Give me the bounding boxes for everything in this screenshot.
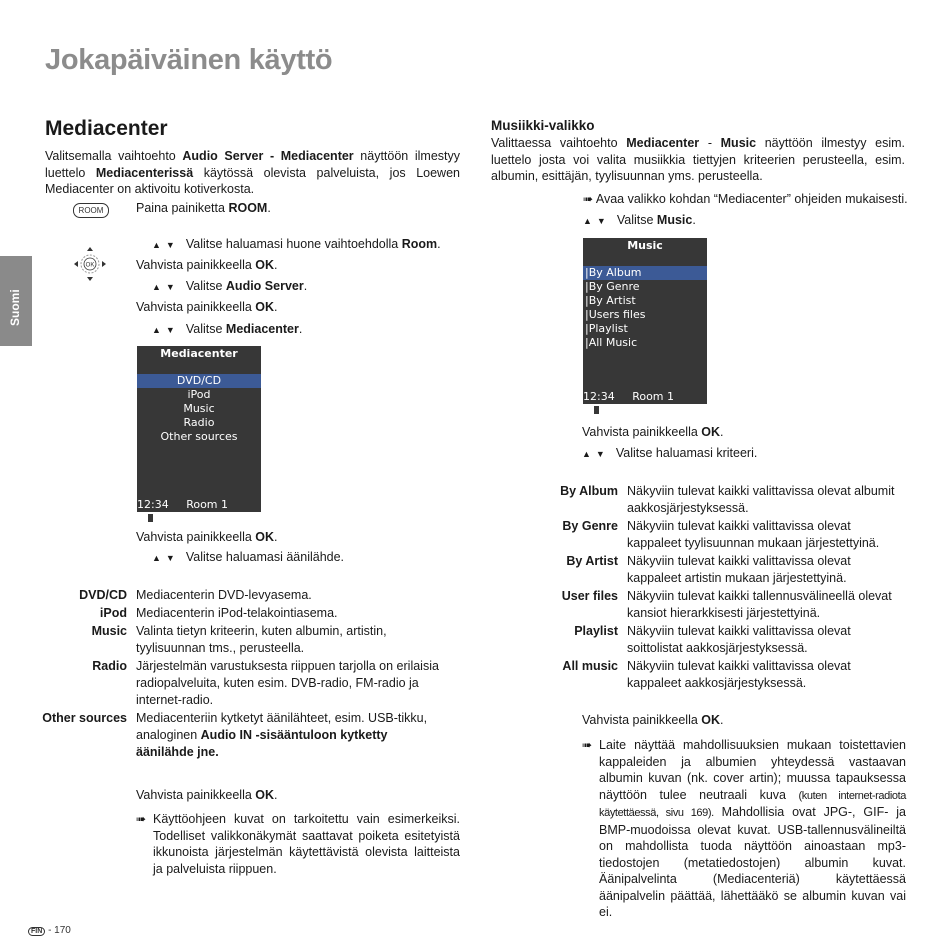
screen-menu-item[interactable]: |Playlist: [585, 322, 628, 335]
up-down-arrows-icon: ▲▼: [152, 240, 180, 250]
confirm-ok-2: Vahvista painikkeella OK.: [136, 300, 278, 314]
side-language-tab: [0, 256, 32, 346]
definition-desc: Järjestelmän varustuksesta riippuen tarjolla on erilaisia radiopalveluita, kuten esim. DVB-radio, FM-radio ja internet-radio.: [136, 659, 439, 707]
open-menu-note: ➠ Avaa valikko kohdan “Mediacenter” ohjeiden mukaisesti.: [583, 192, 908, 206]
definition-desc: Näkyviin tulevat kaikki valittavissa olevat kappaleet aakkosjärjestyksessä.: [627, 659, 851, 690]
definition-term: User files: [561, 589, 618, 603]
screen-status-bar: [583, 390, 707, 404]
screen-title: Music: [627, 239, 663, 252]
up-down-arrows-icon: ▲▼: [152, 553, 180, 563]
screen-menu-item[interactable]: |By Album: [583, 266, 707, 280]
confirm-ok-6: Vahvista painikkeella OK.: [582, 713, 724, 727]
step-select-source: ▲▼ Valitse haluamasi äänilähde.: [152, 550, 345, 564]
definition-term: By Album: [560, 484, 618, 498]
page-footer: [28, 925, 71, 936]
step-select-mediacenter: ▲▼ Valitse Mediacenter.: [152, 322, 303, 336]
screen-menu-item[interactable]: DVD/CD: [137, 374, 261, 388]
screen-title: Mediacenter: [160, 347, 238, 360]
definition-term: All music: [562, 659, 618, 673]
step-press-room: Paina painiketta ROOM.: [136, 201, 271, 215]
note-images-example: ➠ Käyttöohjeen kuvat on tarkoitettu vain esimerkeiksi. Todelliset valikkonäkymät saattavat poiketa esitetyistä ikkunoista järjestelmän käytettävistä olevista laitteista ja palveluista riippuen.: [136, 812, 460, 876]
screen-menu-item[interactable]: |All Music: [585, 336, 638, 349]
screen-time: 12:34: [137, 498, 169, 511]
definition-desc: Näkyviin tulevat kaikki tallennusvälineellä olevat kansiot hierarkkisesti järjestettyinä.: [627, 589, 892, 620]
screen-menu-item[interactable]: Other sources: [160, 430, 238, 443]
screen-menu-item[interactable]: |Users files: [585, 308, 646, 321]
step-select-room: ▲▼ Valitse haluamasi huone vaihtoehdolla Room.: [152, 237, 441, 251]
definition-term: By Genre: [562, 519, 618, 533]
screen-menu-item[interactable]: iPod: [187, 388, 211, 401]
up-down-arrows-icon: ▲▼: [152, 325, 180, 335]
page-title: Jokapäiväinen käyttö: [45, 44, 333, 76]
ok-navigation-pad-icon: [73, 246, 107, 282]
screen-time: 12:34: [583, 390, 615, 403]
definition-term: Music: [91, 624, 127, 638]
up-down-arrows-icon: ▲▼: [582, 449, 610, 459]
definition-desc: Mediacenteriin kytketyt äänilähteet, esim. USB-tikku, analoginen Audio IN -sisääntuloon kytketty äänilähde jne.: [136, 711, 428, 759]
step-select-criteria: ▲▼ Valitse haluamasi kriteeri.: [582, 446, 758, 460]
screen-menu-item[interactable]: Music: [183, 402, 215, 415]
room-key-icon: ROOM: [73, 203, 109, 218]
up-down-arrows-icon: ▲▼: [583, 216, 611, 226]
definition-desc: Valinta tietyn kriteerin, kuten albumin, artistin, tyylisuunnan tms., perusteella.: [136, 624, 387, 655]
definition-desc: Näkyviin tulevat kaikki valittavissa olevat albumit aakkosjärjestyksessä.: [627, 484, 895, 515]
language-badge: FIN: [28, 927, 45, 936]
definition-term: Radio: [92, 659, 127, 673]
confirm-ok-5: Vahvista painikkeella OK.: [582, 425, 724, 439]
definition-term: DVD/CD: [79, 588, 127, 602]
page-number: - 170: [48, 925, 71, 936]
section-heading-music-menu: Musiikki-valikko: [491, 118, 595, 133]
confirm-ok-1: Vahvista painikkeella OK.: [136, 258, 278, 272]
screen-status-bar: [137, 498, 261, 512]
definition-term: By Artist: [566, 554, 618, 568]
music-menu-intro: Valittaessa vaihtoehto Mediacenter - Music näyttöön ilmestyy esim. luettelo josta voi valita musiikkia tiettyjen kriteerien perusteella, esim. albumin, esittäjän, tyylisuunnan yms. perusteella.: [491, 136, 905, 183]
definition-desc: Mediacenterin DVD-levyasema.: [136, 588, 312, 602]
note-arrow-icon: ➠: [583, 192, 594, 206]
definition-term: Other sources: [42, 711, 127, 725]
note-cover-art: ➠ Laite näyttää mahdollisuuksien mukaan toistettavien kappaleiden ja albumien yhteydessä vastaavan albumin kuvan (nk. cover artin); muussa tapauksessa näyttöön tulee neutraali kuva (kuten internet-radiota käytettäessä, sivu 169). Mahdollisia ovat JPG-, GIF- ja BMP-muodoissa olevat kuvat. USB-tallennusvälineiltä on mahdollista tuoda näyttöön ainoastaan mp3-tiedostojen (metatiedostojen) albumin kuvat. Äänipalvelinta (Mediacenteriä) käytettäessä äänipalvelin päättää, lähettääkö se albumin kuvan vai ei.: [582, 738, 906, 919]
mediacenter-intro: Valitsemalla vaihtoehto Audio Server - Mediacenter näyttöön ilmestyy luettelo Mediacenterissä käytössä olevista palveluista, jos Loewen Mediacenter on aktivoitu kotiverkosta.: [45, 149, 461, 196]
step-select-music: ▲▼ Valitse Music.: [583, 213, 696, 227]
definition-term: Playlist: [574, 624, 618, 638]
definition-term: iPod: [99, 606, 127, 620]
screen-room: Room 1: [186, 498, 229, 511]
screen-menu-item[interactable]: Radio: [183, 416, 215, 429]
battery-icon: [147, 513, 167, 523]
note-arrow-icon: ➠: [136, 812, 147, 826]
confirm-ok-4: Vahvista painikkeella OK.: [136, 788, 278, 802]
side-tab-label: Suomi: [8, 289, 22, 326]
screen-menu-item[interactable]: |By Genre: [585, 280, 640, 293]
definition-desc: Näkyviin tulevat kaikki valittavissa olevat kappaleet tyylisuunnan mukaan järjestettyinä.: [627, 519, 880, 550]
note-arrow-icon: ➠: [582, 738, 593, 752]
svg-text:OK: OK: [85, 262, 95, 269]
definition-desc: Näkyviin tulevat kaikki valittavissa olevat kappaleet artistin mukaan järjestettyinä.: [627, 554, 851, 585]
definition-desc: Näkyviin tulevat kaikki valittavissa olevat soittolistat aakkosjärjestyksessä.: [627, 624, 851, 655]
up-down-arrows-icon: ▲▼: [152, 282, 180, 292]
screen-room: Room 1: [632, 390, 675, 403]
screen-menu-item[interactable]: |By Artist: [585, 294, 636, 307]
definition-desc: Mediacenterin iPod-telakointiasema.: [136, 606, 338, 620]
step-select-audio-server: ▲▼ Valitse Audio Server.: [152, 279, 308, 293]
music-screen: [583, 238, 707, 404]
mediacenter-screen: [137, 346, 261, 512]
confirm-ok-3: Vahvista painikkeella OK.: [136, 530, 278, 544]
battery-icon: [593, 405, 613, 415]
section-heading-mediacenter: Mediacenter: [45, 117, 168, 140]
